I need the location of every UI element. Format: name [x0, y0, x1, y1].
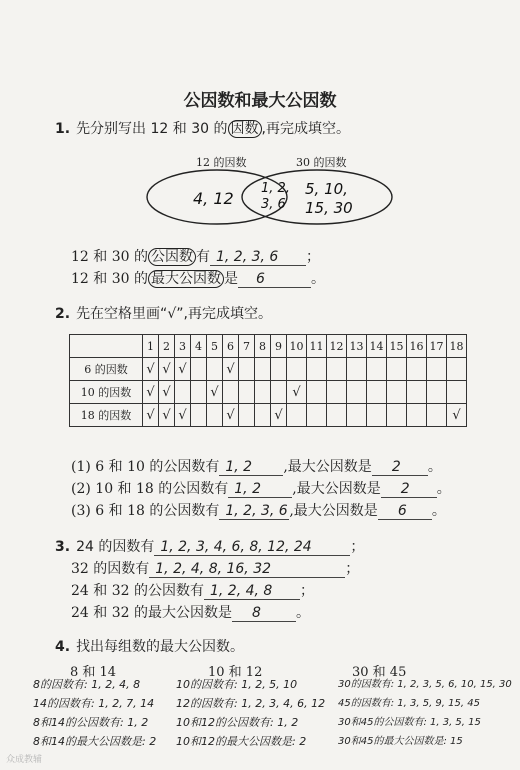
table-row	[70, 381, 467, 404]
check-cell	[447, 358, 467, 381]
q2-sub3-common: 1, 2, 3, 6	[219, 503, 289, 520]
q4-group2-line: 10和12的公因数有: 1, 2	[176, 716, 299, 729]
venn-only-12: 4, 12	[193, 189, 234, 208]
q1-common-answer: 1, 2, 3, 6	[210, 249, 306, 266]
q3-line4-prefix: 24 和 32 的最大公因数是	[71, 605, 232, 621]
check-cell	[387, 381, 407, 404]
q2-sub3-mid: ,最大公因数是	[289, 503, 378, 519]
table-row	[70, 404, 467, 427]
check-cell	[175, 381, 191, 404]
check-cell	[255, 381, 271, 404]
q1-number: 1.	[55, 121, 71, 137]
col-header: 11	[307, 335, 327, 358]
col-header: 8	[255, 335, 271, 358]
col-header: 1	[143, 335, 159, 358]
check-cell	[427, 381, 447, 404]
q4-group3-line: 30的因数有: 1, 2, 3, 5, 6, 10, 15, 30	[338, 679, 512, 690]
check-cell	[255, 358, 271, 381]
check-cell	[307, 404, 327, 427]
col-header: 16	[407, 335, 427, 358]
check-cell	[287, 404, 307, 427]
venn-only-30-b: 15, 30	[305, 199, 353, 217]
col-header: 13	[347, 335, 367, 358]
q1-line2-prefix: 12 和 30 的	[71, 271, 148, 287]
q3-line3-end: ；	[299, 583, 314, 599]
q1-circled-word: 因数	[228, 120, 262, 138]
q4-group2-work	[176, 675, 325, 751]
q4-group1-head: 8 和 14	[70, 665, 117, 680]
q1-line-common	[71, 246, 320, 266]
q1-line-gcd	[71, 268, 325, 288]
table-header-row	[70, 335, 467, 358]
q3-line1-answer: 1, 2, 3, 4, 6, 8, 12, 24	[154, 539, 350, 556]
check-cell: √	[223, 358, 239, 381]
q4-group3-line: 30和45的最大公因数是: 15	[338, 736, 463, 747]
row-label: 18 的因数	[70, 404, 143, 427]
q2-instruction	[55, 303, 272, 323]
check-cell: √	[159, 404, 175, 427]
col-header: 2	[159, 335, 175, 358]
q4-number: 4.	[55, 639, 71, 655]
col-header: 10	[287, 335, 307, 358]
q3-line4-answer: 8	[232, 605, 296, 622]
check-cell	[239, 381, 255, 404]
col-header: 6	[223, 335, 239, 358]
check-cell	[191, 358, 207, 381]
col-header: 15	[387, 335, 407, 358]
check-cell	[223, 381, 239, 404]
col-header: 3	[175, 335, 191, 358]
col-header: 18	[447, 335, 467, 358]
q2-sub2-gcd: 2	[381, 481, 437, 498]
q2-sub1-mid: ,最大公因数是	[283, 459, 372, 475]
col-header: 14	[367, 335, 387, 358]
q2-sub1-gcd: 2	[372, 459, 428, 476]
q1-line1-mid: 有	[195, 249, 210, 265]
check-cell: √	[143, 381, 159, 404]
check-cell	[207, 358, 223, 381]
q3-line3-prefix: 24 和 32 的公因数有	[71, 583, 204, 599]
q1-line1-end: ；	[305, 249, 320, 265]
check-cell	[347, 404, 367, 427]
table-corner	[70, 335, 143, 358]
q2-sub1-common: 1, 2	[219, 459, 283, 476]
col-header: 7	[239, 335, 255, 358]
q3-line2-prefix: 32 的因数有	[71, 561, 150, 577]
q2-sub2-prefix: (2) 10 和 18 的公因数有	[71, 481, 229, 497]
check-cell	[327, 404, 347, 427]
q4-group1-line: 8的因数有: 1, 2, 4, 8	[33, 678, 141, 691]
q4-text: 找出每组数的最大公因数。	[76, 639, 245, 655]
check-cell	[307, 358, 327, 381]
q2-sub1-prefix: (1) 6 和 10 的公因数有	[71, 459, 220, 475]
q4-group3-line: 45的因数有: 1, 3, 5, 9, 15, 45	[338, 698, 480, 709]
check-cell: √	[175, 358, 191, 381]
check-cell: √	[143, 404, 159, 427]
q4-instruction	[55, 636, 244, 656]
q3-line2-answer: 1, 2, 4, 8, 16, 32	[149, 561, 345, 578]
check-cell	[367, 404, 387, 427]
q4-group2-head: 10 和 12	[208, 665, 263, 680]
check-cell: √	[223, 404, 239, 427]
check-cell	[387, 358, 407, 381]
check-cell	[191, 404, 207, 427]
check-cell	[407, 381, 427, 404]
q2-sub3-end: 。	[431, 503, 446, 519]
check-cell	[347, 381, 367, 404]
check-cell: √	[287, 381, 307, 404]
check-cell: √	[159, 381, 175, 404]
q3-line3-answer: 1, 2, 4, 8	[204, 583, 300, 600]
q1-line2-mid: 是	[223, 271, 238, 287]
row-label: 6 的因数	[70, 358, 143, 381]
venn-label-left: 12 的因数	[196, 156, 247, 169]
venn-only-30-a: 5, 10,	[305, 180, 348, 198]
q1-gcd-answer: 6	[238, 271, 311, 288]
check-cell	[307, 381, 327, 404]
q4-group2-line: 10的因数有: 1, 2, 5, 10	[176, 678, 298, 691]
q2-sub2-common: 1, 2	[228, 481, 292, 498]
check-cell	[367, 381, 387, 404]
row-label: 10 的因数	[70, 381, 143, 404]
table-row	[70, 358, 467, 381]
check-cell	[327, 358, 347, 381]
check-cell	[271, 381, 287, 404]
q3-line-4	[71, 602, 310, 622]
col-header: 4	[191, 335, 207, 358]
q2-sub-1	[71, 456, 442, 476]
q1-line1-circled: 公因数	[148, 248, 196, 266]
venn-common-a: 1, 2,	[261, 181, 290, 196]
q2-sub2-mid: ,最大公因数是	[292, 481, 381, 497]
q2-sub3-gcd: 6	[378, 503, 432, 520]
q1-line2-circled: 最大公因数	[148, 270, 224, 288]
col-header: 17	[427, 335, 447, 358]
q1-text-end: ,再完成填空。	[261, 121, 350, 137]
check-cell	[287, 358, 307, 381]
check-cell	[327, 381, 347, 404]
check-cell	[347, 358, 367, 381]
q3-line4-end: 。	[295, 605, 310, 621]
check-cell: √	[207, 381, 223, 404]
q2-sub-2	[71, 478, 451, 498]
check-cell	[407, 404, 427, 427]
q3-line-1	[55, 536, 364, 556]
col-header: 9	[271, 335, 287, 358]
check-cell	[255, 404, 271, 427]
q3-number: 3.	[55, 539, 71, 555]
q3-line-3	[71, 580, 314, 600]
check-cell	[367, 358, 387, 381]
q2-sub2-end: 。	[436, 481, 451, 497]
q4-group1-line: 8和14的公因数有: 1, 2	[33, 716, 149, 729]
check-cell	[239, 358, 255, 381]
q2-sub3-prefix: (3) 6 和 18 的公因数有	[71, 503, 220, 519]
q4-group2-line: 12的因数有: 1, 2, 3, 4, 6, 12	[176, 697, 326, 710]
col-header: 5	[207, 335, 223, 358]
check-cell	[447, 381, 467, 404]
q3-line2-end: ；	[345, 561, 360, 577]
q2-text: 先在空格里画“√”,再完成填空。	[76, 306, 272, 322]
q1-line2-end: 。	[310, 271, 325, 287]
q4-group3-head: 30 和 45	[352, 665, 407, 680]
q2-sub1-end: 。	[427, 459, 442, 475]
check-cell	[407, 358, 427, 381]
check-cell: √	[143, 358, 159, 381]
q3-line-2	[71, 558, 359, 578]
q4-group1-line: 8和14的最大公因数是: 2	[33, 735, 157, 748]
col-header: 12	[327, 335, 347, 358]
venn-label-right: 30 的因数	[296, 156, 347, 169]
q3-line1-end: ；	[350, 539, 365, 555]
venn-common-b: 3, 6	[261, 197, 286, 212]
factor-table	[69, 334, 467, 427]
q2-sub-3	[71, 500, 446, 520]
q1-instruction	[55, 118, 350, 138]
check-cell	[427, 404, 447, 427]
check-cell	[207, 404, 223, 427]
q3-line1-prefix: 24 的因数有	[76, 539, 155, 555]
check-cell: √	[447, 404, 467, 427]
check-cell: √	[159, 358, 175, 381]
check-cell	[239, 404, 255, 427]
q2-number: 2.	[55, 306, 71, 322]
page-title: 公因数和最大公因数	[183, 91, 337, 111]
watermark: 众成教辅	[6, 755, 43, 765]
check-cell: √	[175, 404, 191, 427]
check-cell	[191, 381, 207, 404]
check-cell	[271, 358, 287, 381]
q1-line1-prefix: 12 和 30 的	[71, 249, 148, 265]
check-cell	[427, 358, 447, 381]
q4-group1-work	[33, 675, 156, 751]
q1-text: 先分别写出 12 和 30 的	[76, 121, 228, 137]
check-cell: √	[271, 404, 287, 427]
q4-group3-line: 30和45的公因数有: 1, 3, 5, 15	[338, 717, 481, 728]
check-cell	[387, 404, 407, 427]
q4-group3-work	[338, 675, 512, 751]
q4-group1-line: 14的因数有: 1, 2, 7, 14	[33, 697, 155, 710]
q4-group2-line: 10和12的最大公因数是: 2	[176, 735, 307, 748]
